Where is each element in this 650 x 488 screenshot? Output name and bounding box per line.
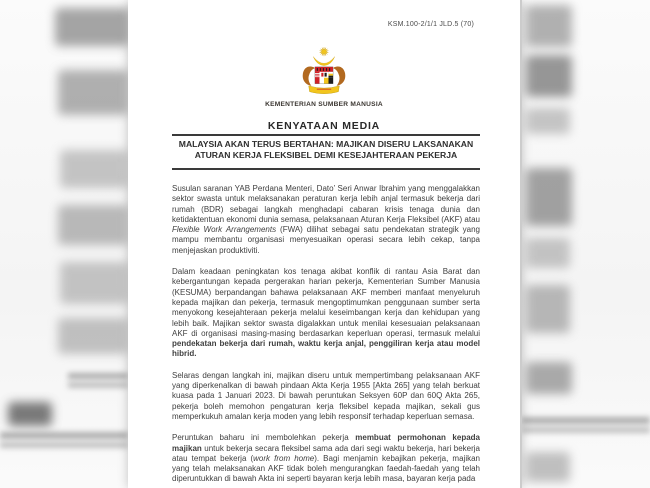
backdrop-blur-bar <box>0 432 128 439</box>
backdrop-blur-bar <box>0 442 128 448</box>
backdrop-blur-block <box>526 452 570 482</box>
backdrop-blur-block <box>55 8 129 46</box>
backdrop-blur-block <box>60 262 128 304</box>
backdrop-blur-block <box>526 55 572 97</box>
backdrop-blur-bar <box>68 382 128 388</box>
backdrop-blur-bar <box>522 427 650 433</box>
ministry-name: KEMENTERIAN SUMBER MANUSIA <box>265 101 383 108</box>
backdrop-blur-block <box>60 150 128 188</box>
backdrop-blur-bar <box>522 417 650 424</box>
backdrop-blur-block <box>526 168 572 226</box>
title-line-1: MALAYSIA AKAN TERUS BERTAHAN: MAJIKAN DISERU LAKSANAKAN <box>178 139 474 149</box>
backdrop-blur-block <box>526 5 572 47</box>
federal-star <box>320 47 329 56</box>
divider-line <box>172 134 480 136</box>
reference-number: KSM.100-2/1/1 JLD.5 (70) <box>387 21 474 28</box>
paragraph: Peruntukan baharu ini membolehkan pekerja membuat permohonan kepada majikan untuk bekerja secara fleksibel sama ada dari segi waktu bekerja, hari bekerja atau tempat bekerja (work from home). Bagi menjamin kebajikan pekerja, majikan yang telah melaksanakan AKF tidak boleh mengurangkan faedah-faedah yang telah diperuntukkan di bawah Akta ini seperti bayaran kerja lebih masa, bayaran kerja pada <box>172 433 480 484</box>
paragraph: Dalam keadaan peningkatan kos tenaga akibat konflik di rantau Asia Barat dan kebergantungan kepada pergerakan harian pekerja, Kementerian Sumber Manusia (KESUMA) berpandangan bahawa pelaksanaan AKF memberi manfaat menyeluruh kepada majikan dan pekerja, termasuk mengoptimumkan penggunaan sumber serta menyokong kesejahteraan pekerja melalui keseimbangan kerja dan kehidupan yang lebih baik. Majikan sektor swasta digalakkan untuk menilai kesesuaian pelaksanaan AKF di organisasi masing-masing berdasarkan keperluan operasi, termasuk melalui pendekatan bekerja dari rumah, waktu kerja anjal, penggiliran kerja atau model hibrid. <box>172 267 480 359</box>
backdrop-blur-block <box>58 70 128 115</box>
backdrop-blur-block <box>526 238 570 268</box>
paragraph: Susulan saranan YAB Perdana Menteri, Dato’ Seri Anwar Ibrahim yang menggalakkan sektor swasta untuk melaksanakan peraturan kerja lebih anjal termasuk bekerja dari rumah (BDR) sebagai langkah menghadapi cabaran krisis tenaga dunia dan ketidaktentuan ekonomi dunia semasa, pelaksanaan Aturan Kerja Fleksibel (AKF) atau Flexible Work Arrangements (FWA) dilihat sebagai satu pendekatan strategik yang mampu membantu organisasi menyesuaikan operasi secara lebih cekap, tanpa menjejaskan produktiviti. <box>172 184 481 255</box>
press-release-title <box>164 139 488 161</box>
backdrop-blur-bar <box>68 373 128 379</box>
backdrop-blur-block <box>526 362 572 394</box>
paragraph: Selaras dengan langkah ini, majikan diseru untuk mempertimbang pelaksanaan AKF yang diperkenalkan di bawah pindaan Akta Kerja 1955 [Akta 265] yang telah berkuat kuasa pada 1 Januari 2023. Di bawah peruntukan Seksyen 60P dan 60Q Akta 265, pekerja boleh memohon pengaturan kerja fleksibel kepada majikan, sekali gus memperkukuh amalan kerja moden yang lebih responsif terhadap keperluan semasa. <box>172 370 480 421</box>
backdrop-blur-block <box>526 285 570 333</box>
press-release-page <box>128 0 522 488</box>
backdrop-blur-block <box>526 108 570 134</box>
press-body <box>172 184 480 488</box>
backdrop-blur-block <box>8 402 52 426</box>
backdrop-blur-block <box>58 318 128 354</box>
tiger-left <box>303 66 315 85</box>
backdrop-blur-block <box>58 205 128 245</box>
title-line-2: ATURAN KERJA FLEKSIBEL DEMI KESEJAHTERAAN PEKERJA <box>194 150 458 160</box>
tiger-right <box>333 66 345 85</box>
malaysia-coat-of-arms-icon <box>295 44 353 103</box>
crescent <box>313 57 335 66</box>
release-type-heading: KENYATAAN MEDIA <box>267 120 381 132</box>
divider-line <box>172 168 480 170</box>
